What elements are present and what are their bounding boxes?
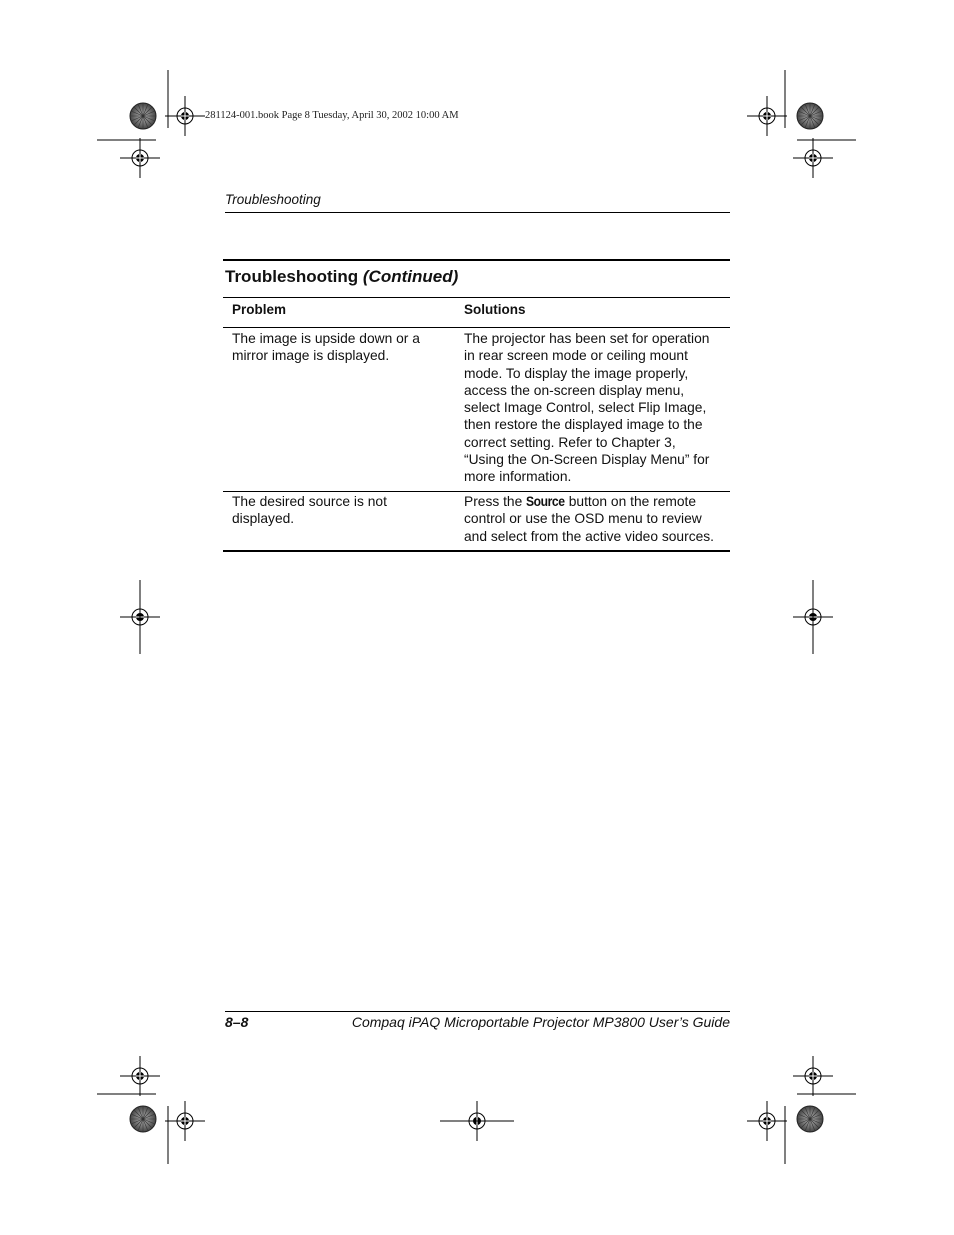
table-title-continued: (Continued) — [362, 267, 459, 286]
table-title-text: Troubleshooting — [225, 267, 359, 286]
running-head: Troubleshooting — [225, 192, 321, 207]
cell-text: button on the remote — [564, 494, 697, 509]
book-title: Compaq iPAQ Microportable Projector MP3800 User’s Guide — [351, 1014, 730, 1030]
cell-line: more information. — [464, 469, 572, 485]
cell-line — [464, 493, 730, 510]
cell-line: “Using the On-Screen Display Menu” for — [464, 452, 710, 468]
cell-line: control or use the OSD menu to review — [464, 511, 702, 527]
cell-line: then restore the displayed image to the — [464, 417, 703, 433]
cell-line: correct setting. Refer to Chapter 3, — [464, 434, 676, 450]
table-row-2-solution — [464, 493, 730, 545]
registration-mark — [120, 1056, 160, 1096]
registration-mark — [793, 1056, 833, 1096]
starburst-mark — [797, 1106, 823, 1132]
cell-line: The image is upside down or a — [232, 331, 420, 346]
table-row-2-problem — [232, 493, 442, 528]
cell-line: displayed. — [232, 511, 295, 527]
registration-mark — [120, 138, 160, 178]
page-number: 8–8 — [225, 1014, 249, 1030]
table-title — [225, 267, 458, 287]
starburst-mark — [130, 103, 156, 129]
registration-mark — [747, 1101, 787, 1141]
print-info: 281124-001.book Page 8 Tuesday, April 30, 2002 10:00 AM — [205, 110, 459, 121]
table-row-1-problem — [232, 330, 442, 365]
starburst-mark — [797, 103, 823, 129]
cell-line: The desired source is not — [232, 494, 387, 509]
registration-mark — [165, 1101, 205, 1141]
registration-mark — [747, 96, 787, 136]
cell-line: mode. To display the image properly, — [464, 365, 689, 381]
column-header-solutions: Solutions — [464, 302, 526, 317]
registration-mark — [165, 96, 205, 136]
cell-line: access the on-screen display menu, — [464, 382, 685, 398]
cell-text: Press the — [464, 494, 527, 509]
table-top-rule — [223, 259, 730, 261]
footer-rule — [225, 1011, 730, 1012]
cell-line: select Image Control, select Flip Image, — [464, 400, 707, 416]
title-rule — [223, 297, 730, 298]
column-header-problem: Problem — [232, 302, 287, 317]
cell-line: mirror image is displayed. — [232, 348, 390, 364]
table-row-1-solution — [464, 330, 730, 486]
row-divider — [223, 491, 730, 492]
cell-line: and select from the active video sources. — [464, 528, 715, 544]
source-button-label: Source — [526, 494, 565, 509]
registration-mark — [793, 138, 833, 178]
cell-line: in rear screen mode or ceiling mount — [464, 348, 688, 364]
starburst-mark — [130, 1106, 156, 1132]
cell-line: The projector has been set for operation — [464, 331, 710, 346]
header-rule — [225, 212, 730, 213]
header-row-rule — [223, 327, 730, 328]
table-bottom-rule — [223, 550, 730, 552]
